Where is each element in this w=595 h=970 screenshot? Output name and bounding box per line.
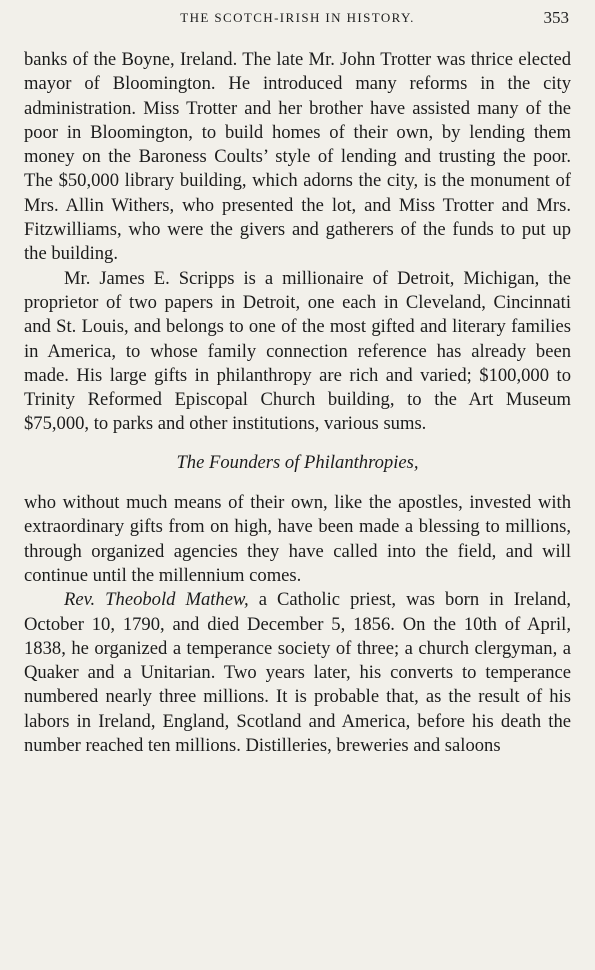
paragraph-mathew — [24, 588, 571, 758]
person-name: Rev. Theobold Mathew, — [64, 589, 249, 611]
section-heading: The Founders of Philanthropies, — [176, 451, 419, 473]
paragraph-scripps: Mr. James E. Scripps is a millionaire of Detroit, Michigan, the proprietor of two papers in Detroit, one each in Cleveland, Cincinnati and St. Louis, and belongs to one of the most gifted and literary families in America, to whose family connection reference has already been made. His large gifts in philanthropy are rich and varied; $100,000 to Trinity Reformed Episcopal Church building, to the Art Museum $75,000, to parks and other institutions, various sums. — [24, 267, 571, 435]
paragraph-founders: who without much means of their own, like the apostles, invested with extraordinary gifts from on high, have been made a blessing to millions, through organized agencies they have called into the field, and will continue until the millennium comes. — [24, 492, 571, 586]
body-text — [24, 48, 571, 758]
paragraph-continued: banks of the Boyne, Ireland. The late Mr. John Trotter was thrice elected mayor of Bloomington. He introduced many reforms in the city administration. Miss Trotter and her brother have assisted many of the poor in Bloomington, to build homes of their own, by lending them money on the Baroness Coults’ style of lending and trusting the poor. The $50,000 library building, which adorns the city, is the monument of Mrs. Allin Withers, who presented the lot, and Miss Trotter and Mrs. Fitzwilliams, who were the givers and gatherers of the funds to put up the building. — [24, 49, 571, 265]
page-header — [0, 10, 595, 30]
paragraph-mathew-text: a Catholic priest, was born in Ireland, October 10, 1790, and died December 5, 1856. On the 10th of April, 1838, he organized a temperance society of three; a church clergyman, a Quaker and a Unitarian. Two years later, his converts to temperance numbered nearly three millions. It is probable that, as the result of his labors in Ireland, England, Scotland and America, before his death the number reached ten millions. Distilleries, breweries and saloons — [24, 589, 571, 757]
running-head: THE SCOTCH-IRISH IN HISTORY. — [180, 10, 415, 25]
page-number: 353 — [543, 8, 569, 27]
